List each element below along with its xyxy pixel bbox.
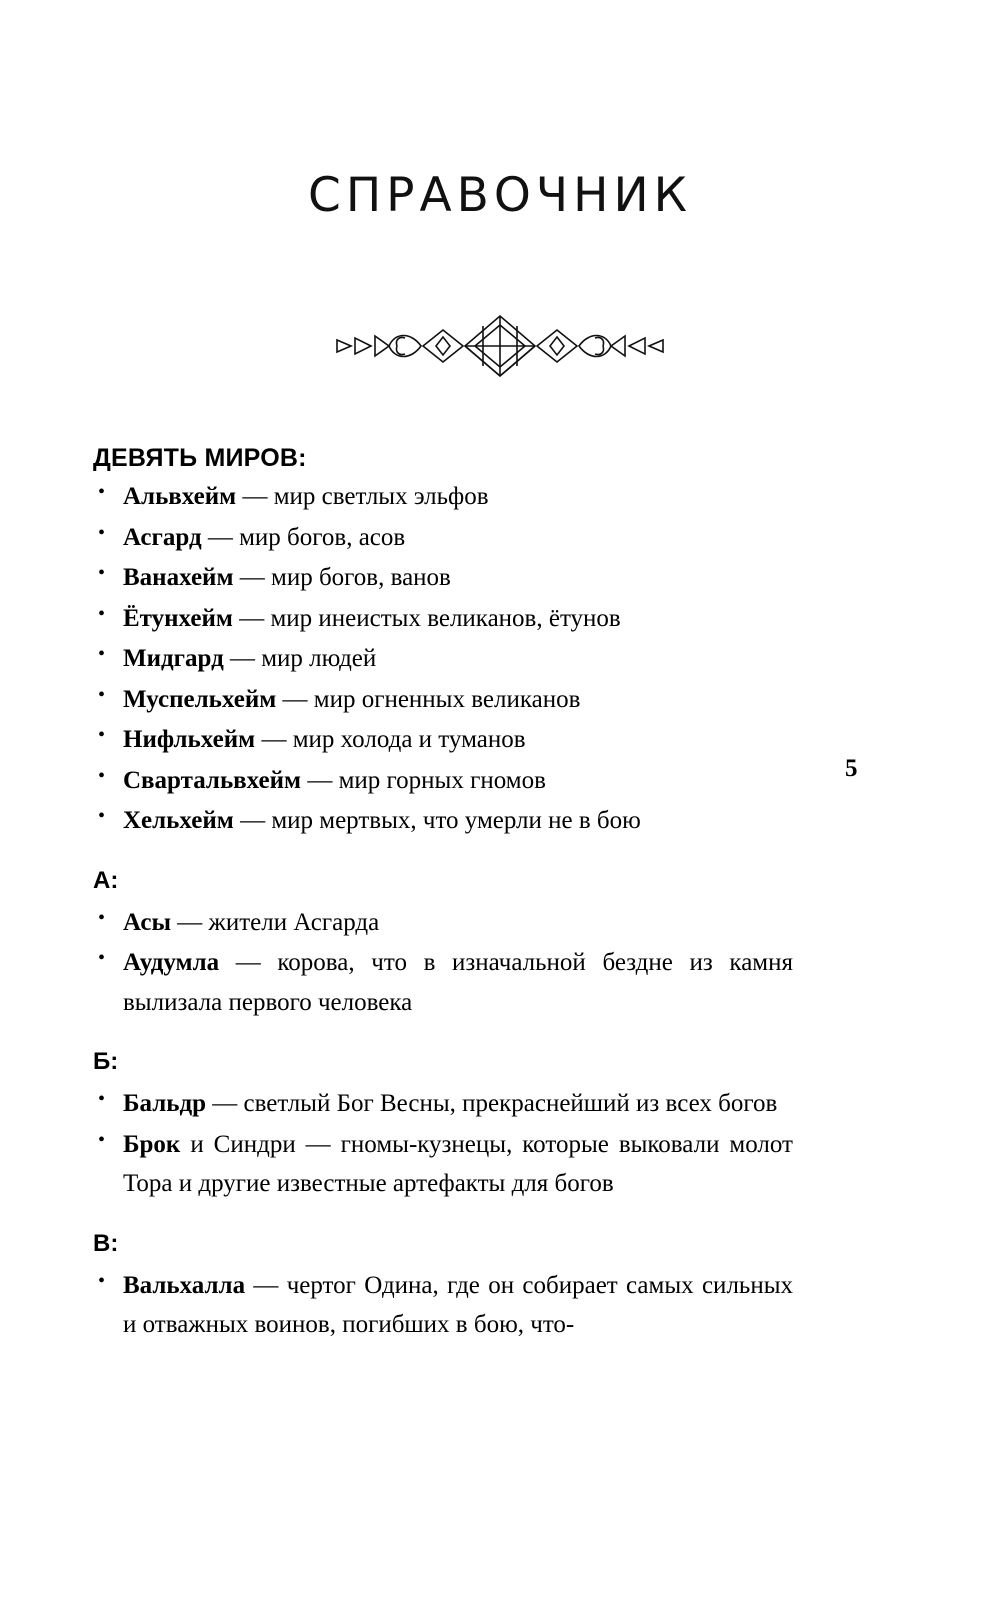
section-letter-b xyxy=(93,1048,793,1204)
list-item xyxy=(93,801,793,841)
entry-text: — мир огненных великанов xyxy=(276,685,581,713)
list-item xyxy=(93,761,793,801)
entry-list xyxy=(93,1266,793,1345)
entry-term: Вальхалла xyxy=(123,1271,246,1299)
entry-term: Мидгард xyxy=(123,645,224,672)
entry-text: — мир мертвых, что умерли не в бою xyxy=(233,807,641,834)
section-nine-worlds xyxy=(93,444,793,841)
entry-term: Муспельхейм xyxy=(123,685,277,713)
entry-text: — мир горных гномов xyxy=(301,766,546,794)
norse-knot-ornament xyxy=(315,296,685,396)
entry-term: Хельхейм xyxy=(123,807,234,834)
entry-text: — мир холода и туманов xyxy=(255,726,526,753)
page-title: СПРАВОЧНИК xyxy=(308,168,692,223)
list-item xyxy=(93,1084,793,1124)
entry-list xyxy=(93,1084,793,1204)
entry-text: — мир людей xyxy=(223,645,377,672)
entry-text: — мир светлых эльфов xyxy=(236,483,489,510)
letter-heading: А: xyxy=(93,866,119,894)
entry-text: и Синдри — гномы-кузнецы, которые выковали молот Тора и другие известные артефакты для богов xyxy=(123,1130,793,1197)
list-item xyxy=(93,477,793,517)
entry-term: Аудумла xyxy=(123,949,220,976)
list-item xyxy=(93,1125,793,1204)
entry-text: — мир инеистых великанов, ётунов xyxy=(232,604,621,632)
entry-text: — корова, что в изначальной бездне из камня вылизала первого человека xyxy=(123,949,793,1016)
section-letter-a xyxy=(93,867,793,1023)
letter-heading: В: xyxy=(93,1229,119,1257)
entry-list xyxy=(93,477,793,841)
entry-text: — жители Асгарда xyxy=(171,908,380,936)
list-item xyxy=(93,903,793,943)
section-heading: ДЕВЯТЬ МИРОВ: xyxy=(93,444,307,472)
entry-text: — мир богов, асов xyxy=(201,523,406,551)
list-item xyxy=(93,599,793,639)
entry-text: — мир богов, ванов xyxy=(233,564,451,591)
list-item xyxy=(93,518,793,558)
entry-term: Асы xyxy=(123,908,172,936)
letter-heading: Б: xyxy=(93,1048,119,1075)
entry-term: Нифльхейм xyxy=(123,726,256,753)
list-item xyxy=(93,558,793,598)
entry-text: — светлый Бог Весны, прекраснейший из всех богов xyxy=(206,1090,778,1117)
entry-term: Свартальвхейм xyxy=(123,766,302,794)
page-number: 5 xyxy=(845,755,858,782)
entry-term: Ванахейм xyxy=(123,564,234,591)
list-item xyxy=(93,943,793,1022)
entry-term: Ётунхейм xyxy=(123,604,233,632)
list-item xyxy=(93,1266,793,1345)
list-item xyxy=(93,639,793,679)
entry-term: Бальдр xyxy=(123,1090,207,1117)
entry-text: — чертог Одина, где он собирает самых сильных и отважных воинов, погибших в бою, что- xyxy=(123,1271,793,1338)
list-item xyxy=(93,720,793,760)
list-item xyxy=(93,680,793,720)
reference-content xyxy=(93,444,793,1346)
entry-list xyxy=(93,903,793,1023)
entry-term: Асгард xyxy=(123,523,202,551)
section-letter-v xyxy=(93,1230,793,1345)
entry-term: Брок xyxy=(123,1130,181,1158)
entry-term: Альвхейм xyxy=(123,483,237,510)
